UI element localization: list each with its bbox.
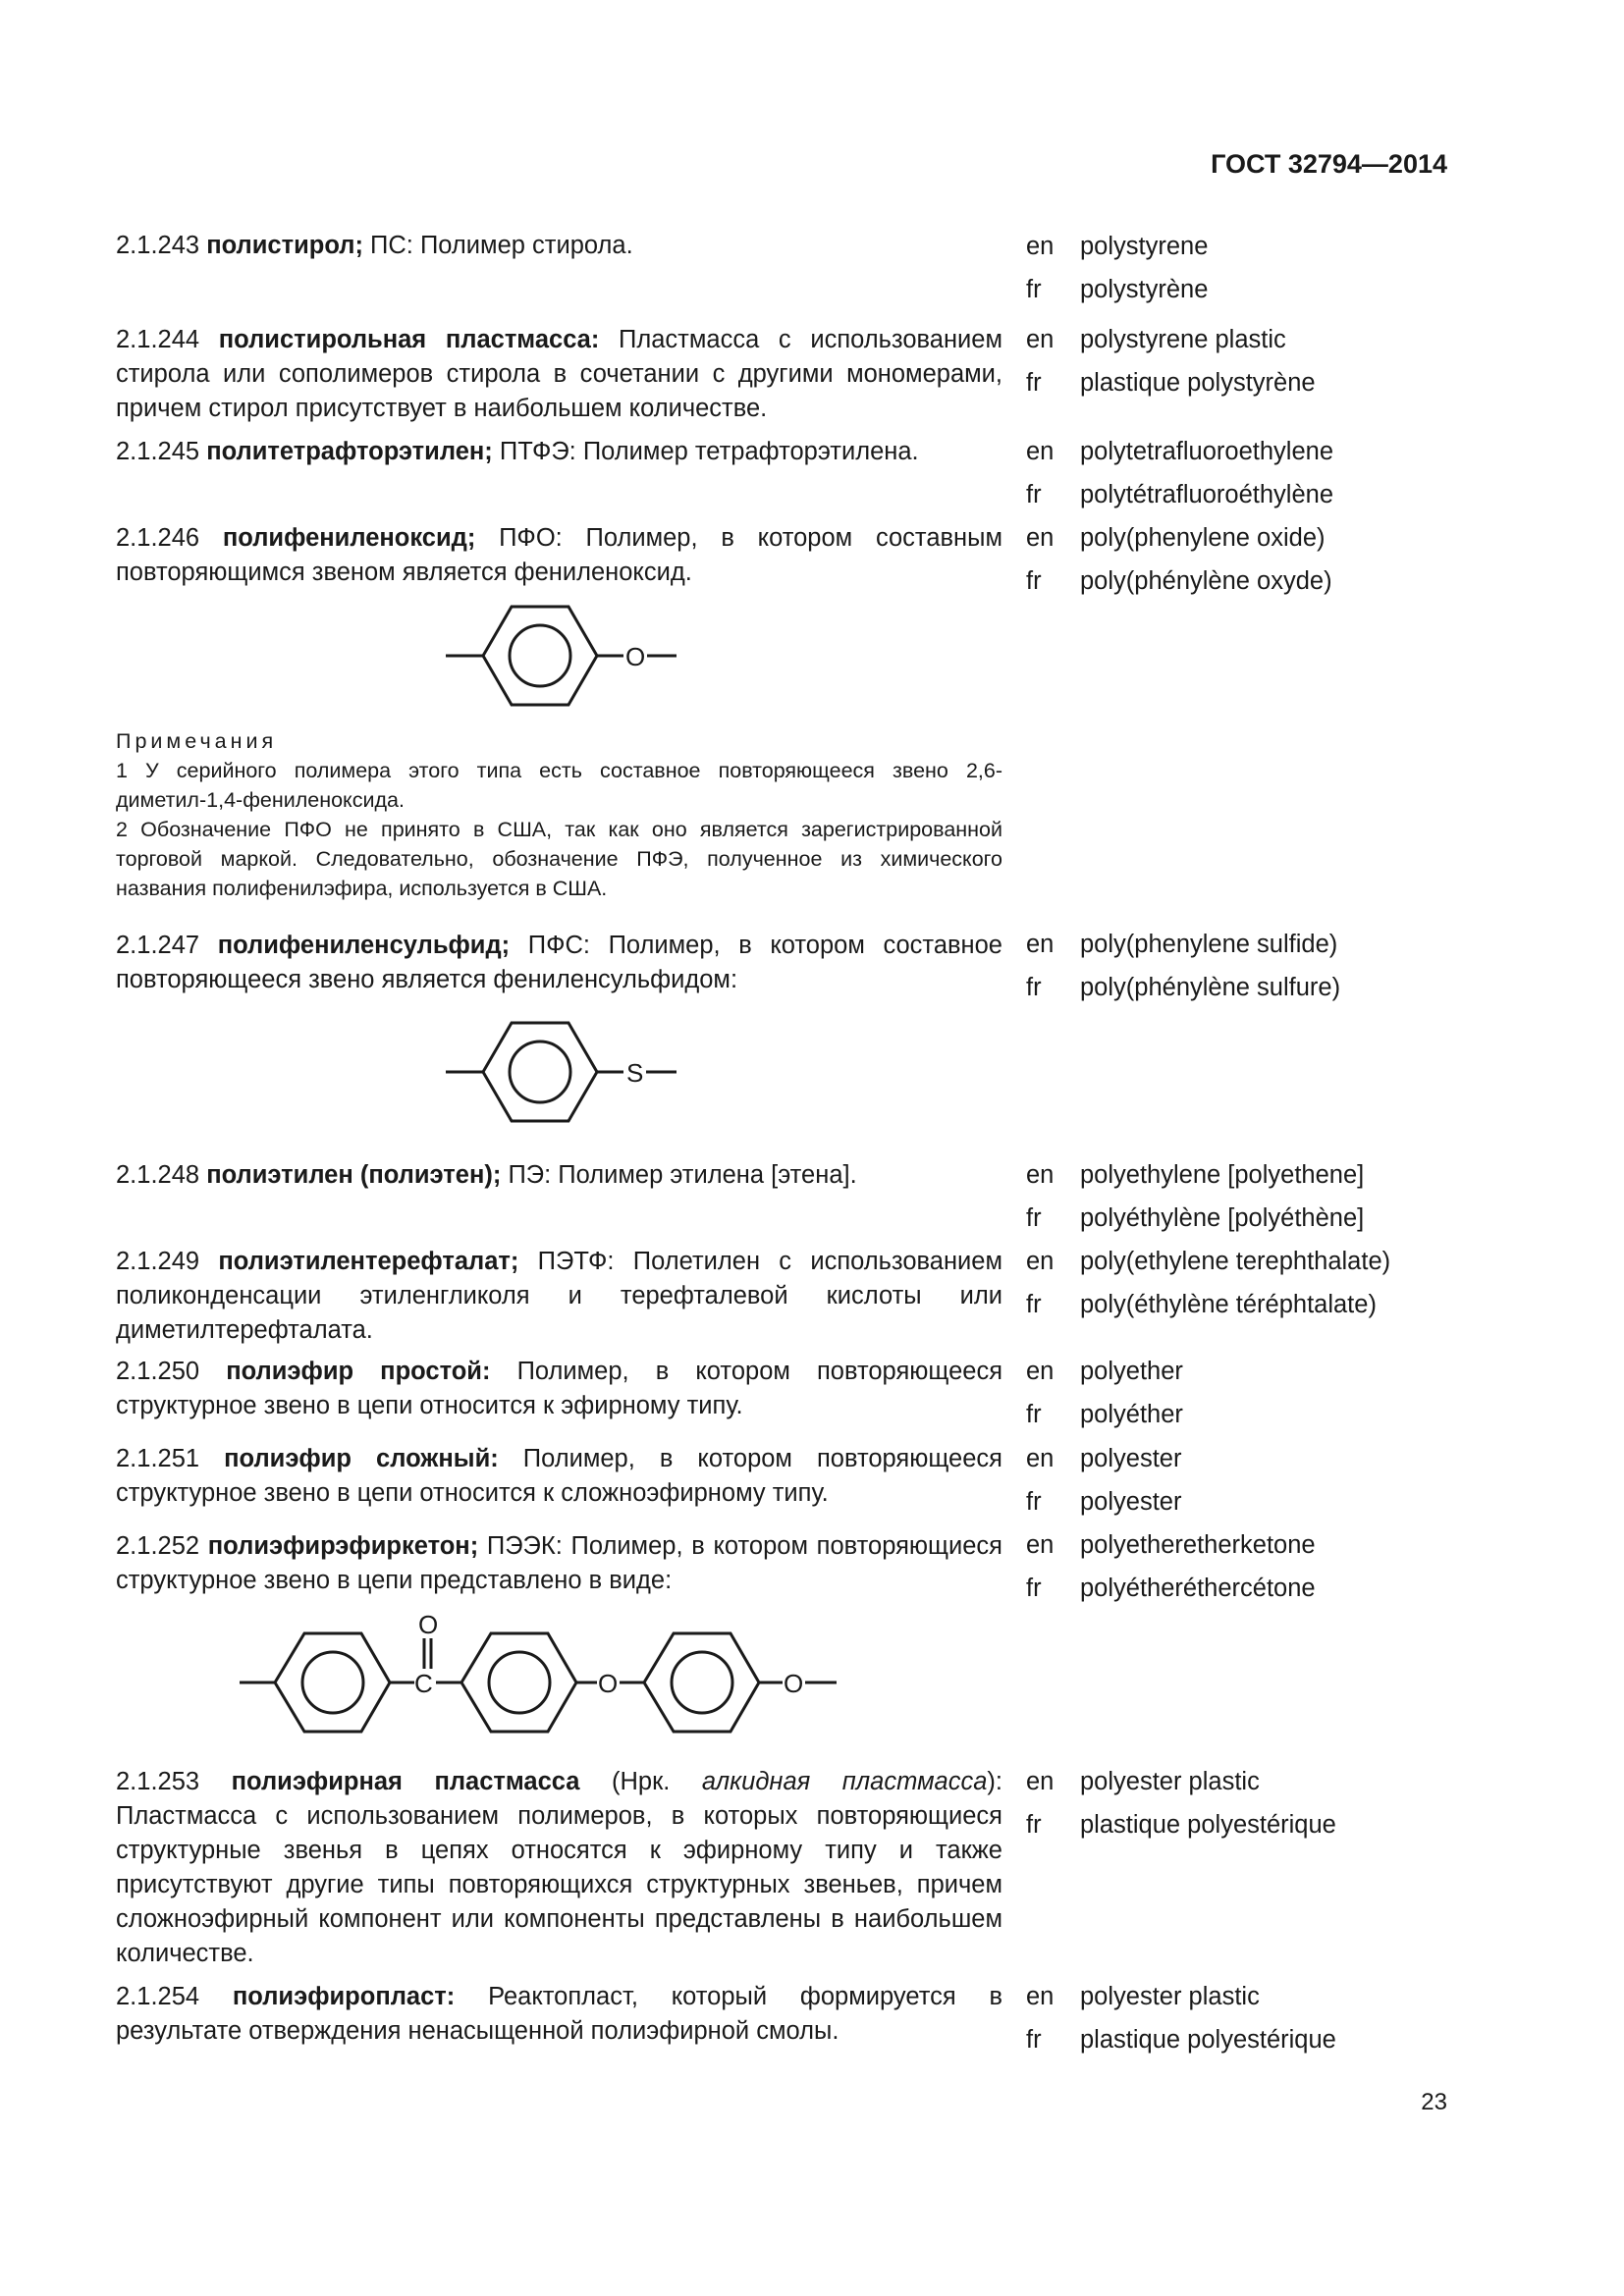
lang-code-fr: fr [1026, 567, 1042, 595]
entry-term: полиэтилен (полиэтен); [206, 1161, 502, 1189]
entry-2-1-245 [116, 435, 1002, 469]
equivalents-2-1-249 [1026, 1240, 1390, 1326]
page-number: 23 [1421, 2089, 1447, 2115]
entry-definition: Полимер, в котором повторяющееся структурное звено в цепи относится к сложноэфирному типу. [116, 1445, 1002, 1507]
term-fr: plastique polyestérique [1080, 1811, 1336, 1839]
term-en: poly(ethylene terephthalate) [1080, 1248, 1391, 1275]
terminal-oxygen: O [784, 1669, 804, 1698]
term-fr: poly(phénylène sulfure) [1080, 974, 1341, 1001]
carbonyl-carbon: C [414, 1669, 433, 1698]
note-item: 1 У серийного полимера этого типа есть составное повторяющееся звено 2,6-диметил-1,4-фениленоксида. [116, 759, 1002, 812]
entry-term: полиэтилентерефталат; [218, 1248, 519, 1275]
entry-definition: Полимер, в котором повторяющиеся структурное звено в цепи представлено в виде: [116, 1532, 1002, 1594]
term-fr: plastique polystyrène [1080, 369, 1316, 397]
lang-code-fr: fr [1026, 276, 1042, 303]
term-en: polytetrafluoroethylene [1080, 438, 1334, 465]
entry-term: полиэфирэфиркетон; [207, 1532, 479, 1560]
lang-code-fr: fr [1026, 369, 1042, 397]
entry-2-1-248 [116, 1158, 1002, 1193]
lang-code-en: en [1026, 326, 1055, 353]
term-fr: plastique polyestérique [1080, 2026, 1336, 2054]
benzene-ring [483, 607, 597, 705]
notes-block [116, 726, 1002, 903]
aromatic-circle [510, 625, 570, 686]
deprecated-prefix: (Нрк. [579, 1768, 702, 1795]
ether-oxygen: O [598, 1669, 619, 1698]
lang-code-fr: fr [1026, 1204, 1042, 1232]
benzene-ring [483, 1023, 597, 1121]
benzene-ring [275, 1633, 390, 1732]
sulfur-atom: S [626, 1058, 644, 1088]
aromatic-circle [489, 1652, 550, 1713]
entry-2-1-254 [116, 1980, 1002, 2049]
aromatic-circle [672, 1652, 732, 1713]
lang-code-fr: fr [1026, 1401, 1042, 1428]
entry-abbr: ПС: [362, 232, 413, 259]
entry-term: полистирол; [206, 232, 363, 259]
ppo-structure [432, 601, 687, 728]
entry-definition: Реактопласт, который формируется в результате отверждения ненасыщенной полиэфирной смолы. [116, 1983, 1002, 2045]
entry-definition: Полимер, в котором составное повторяющееся звено является фениленсульфидом: [116, 932, 1002, 993]
term-en: polystyrene plastic [1080, 326, 1286, 353]
entry-number: 2.1.249 [116, 1248, 200, 1275]
entry-number: 2.1.245 [116, 438, 200, 465]
entry-definition: Пластмасса с использованием стирола или сополимеров стирола в сочетании с другими мономерами, причем стирол присутствует в наибольшем количестве. [116, 326, 1002, 422]
lang-code-fr: fr [1026, 481, 1042, 508]
term-en: poly(phenylene oxide) [1080, 524, 1326, 552]
pps-structure [432, 1017, 687, 1145]
lang-code-en: en [1026, 1768, 1055, 1795]
entry-abbr: ПФО: [475, 524, 563, 552]
term-en: polyester plastic [1080, 1983, 1260, 2010]
entry-number: 2.1.243 [116, 232, 200, 259]
entry-2-1-252 [116, 1529, 1002, 1598]
lang-code-en: en [1026, 438, 1055, 465]
lang-code-fr: fr [1026, 1488, 1042, 1516]
lang-code-en: en [1026, 524, 1055, 552]
term-en: polyetheretherketone [1080, 1531, 1316, 1559]
carbonyl-oxygen: O [418, 1610, 439, 1639]
lang-code-en: en [1026, 1248, 1055, 1275]
entry-definition: Пластмасса с использованием полимеров, в которых повторяющиеся структурные звенья в цепях относятся к эфирному типу и также присутствуют другие типы повторяющихся структурных звеньев, причем сложноэфирный компонент или компоненты представлены в наибольшем количестве. [116, 1802, 1002, 1967]
lang-code-en: en [1026, 233, 1055, 260]
equivalents-2-1-250 [1026, 1350, 1183, 1436]
term-fr: polyéthylène [polyéthène] [1080, 1204, 1365, 1232]
lang-code-en: en [1026, 1983, 1055, 2010]
term-en: polyether [1080, 1358, 1183, 1385]
entry-number: 2.1.252 [116, 1532, 200, 1560]
entry-2-1-247 [116, 929, 1002, 997]
lang-code-fr: fr [1026, 1291, 1042, 1318]
peek-structure [226, 1610, 893, 1747]
note-item: 2 Обозначение ПФО не принято в США, так как оно является зарегистрированной торговой маркой. Следовательно, обозначение ПФЭ, полученное из химического названия полифенилэфира, используется в США. [116, 818, 1002, 900]
entry-term: полиэфирная пластмасса [231, 1768, 580, 1795]
entry-term: полистирольная пластмасса: [218, 326, 600, 353]
entry-2-1-249 [116, 1245, 1002, 1348]
term-fr: polyester [1080, 1488, 1182, 1516]
entry-2-1-246 [116, 521, 1002, 590]
entry-abbr: ПЭЭК: [478, 1532, 563, 1560]
lang-code-fr: fr [1026, 1575, 1042, 1602]
entry-number: 2.1.248 [116, 1161, 200, 1189]
term-fr: polystyrène [1080, 276, 1209, 303]
entry-definition: Полимер тетрафторэтилена. [575, 438, 919, 465]
entry-definition: Полимер этилена [этена]. [551, 1161, 857, 1189]
standard-code: ГОСТ 32794—2014 [1211, 149, 1447, 179]
term-fr: poly(phénylène oxyde) [1080, 567, 1332, 595]
entry-abbr: ПТФЭ: [492, 438, 576, 465]
deprecated-term: алкидная пластмасса [701, 1768, 988, 1795]
entry-abbr: ПЭ: [501, 1161, 552, 1189]
equivalents-2-1-247 [1026, 923, 1340, 1009]
term-fr: polyéther [1080, 1401, 1183, 1428]
equivalents-2-1-253 [1026, 1760, 1336, 1846]
entry-number: 2.1.254 [116, 1983, 200, 2010]
lang-code-en: en [1026, 1358, 1055, 1385]
term-fr: polyétheréthercétone [1080, 1575, 1316, 1602]
entry-2-1-250 [116, 1355, 1002, 1423]
oxygen-atom: O [625, 642, 646, 671]
lang-code-en: en [1026, 1161, 1055, 1189]
aromatic-circle [302, 1652, 363, 1713]
lang-code-fr: fr [1026, 974, 1042, 1001]
term-en: polyester [1080, 1445, 1182, 1472]
entry-number: 2.1.247 [116, 932, 200, 959]
entry-term: полифениленоксид; [222, 524, 476, 552]
lang-code-en: en [1026, 1531, 1055, 1559]
equivalents-2-1-254 [1026, 1975, 1336, 2061]
entry-number: 2.1.250 [116, 1358, 200, 1385]
entry-number: 2.1.251 [116, 1445, 200, 1472]
equivalents-2-1-252 [1026, 1523, 1316, 1610]
entry-term: полиэфир сложный: [224, 1445, 499, 1472]
aromatic-circle [510, 1041, 570, 1102]
entry-2-1-251 [116, 1442, 1002, 1511]
equivalents-2-1-251 [1026, 1437, 1181, 1523]
lang-code-fr: fr [1026, 1811, 1042, 1839]
benzene-ring [644, 1633, 759, 1732]
notes-title: Примечания [116, 729, 278, 753]
entry-number: 2.1.253 [116, 1768, 200, 1795]
entry-term: полифениленсульфид; [217, 932, 511, 959]
term-en: polyethylene [polyethene] [1080, 1161, 1365, 1189]
term-en: polyester plastic [1080, 1768, 1260, 1795]
lang-code-en: en [1026, 1445, 1055, 1472]
entry-definition: Полетилен с использованием поликонденсации этиленгликоля и терефталевой кислоты или диметилтерефталата. [116, 1248, 1002, 1344]
entry-2-1-243 [116, 229, 1002, 263]
equivalents-2-1-246 [1026, 516, 1332, 603]
entry-2-1-253 [116, 1765, 1002, 1971]
benzene-ring [461, 1633, 576, 1732]
equivalents-2-1-245 [1026, 430, 1333, 516]
entry-2-1-244 [116, 323, 1002, 426]
term-en: polystyrene [1080, 233, 1209, 260]
entry-number: 2.1.244 [116, 326, 200, 353]
entry-definition: Полимер стирола. [412, 232, 633, 259]
entry-term: полиэфиропласт: [232, 1983, 456, 2010]
entry-term: полиэфир простой: [226, 1358, 491, 1385]
lang-code-en: en [1026, 931, 1055, 958]
entry-abbr: ПЭТФ: [518, 1248, 615, 1275]
equivalents-2-1-244 [1026, 318, 1316, 404]
deprecated-suffix: ): [987, 1768, 1002, 1795]
entry-number: 2.1.246 [116, 524, 200, 552]
term-en: poly(phenylene sulfide) [1080, 931, 1338, 958]
term-fr: polytétrafluoroéthylène [1080, 481, 1334, 508]
term-fr: poly(éthylène téréphtalate) [1080, 1291, 1377, 1318]
equivalents-2-1-248 [1026, 1153, 1364, 1240]
equivalents-2-1-243 [1026, 225, 1208, 311]
entry-definition: Полимер, в котором повторяющееся структурное звено в цепи относится к эфирному типу. [116, 1358, 1002, 1419]
entry-term: политетрафторэтилен; [206, 438, 493, 465]
lang-code-fr: fr [1026, 2026, 1042, 2054]
entry-definition: Полимер, в котором составным повторяющимся звеном является фениленоксид. [116, 524, 1002, 586]
entry-abbr: ПФС: [510, 932, 590, 959]
